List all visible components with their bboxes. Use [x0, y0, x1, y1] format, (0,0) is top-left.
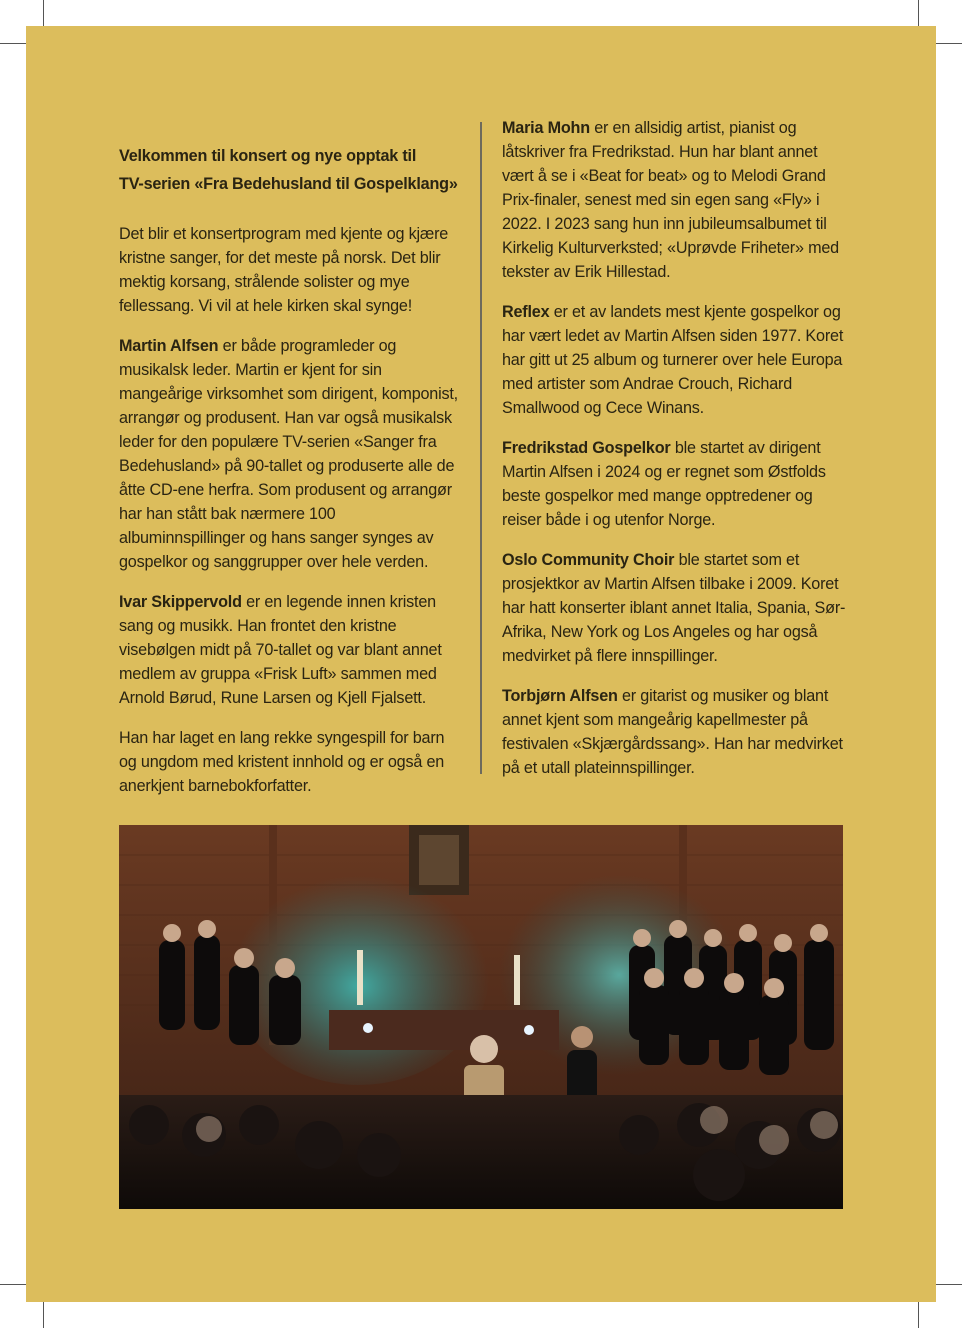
crop-mark: [918, 0, 919, 26]
bio-ivar-skippervold: [119, 590, 464, 710]
left-column: [119, 142, 464, 814]
paragraph-text: er gitarist og musiker og blant annet kjent som mangeårig kapellmester på festivalen «Skjærgårdssang». Han har medvirket på et utall plateinnspillinger.: [502, 687, 843, 777]
paragraph-name: Fredrikstad Gospelkor: [502, 439, 671, 457]
crop-mark: [0, 1284, 26, 1285]
crop-mark: [43, 1302, 44, 1328]
paragraph-name: Reflex: [502, 303, 550, 321]
program-page: [26, 26, 936, 1302]
bio-ivar-skippervold-cont: [119, 726, 464, 798]
crop-mark: [43, 0, 44, 26]
paragraph-text: er et av landets mest kjente gospelkor og har vært ledet av Martin Alfsen siden 1977. Koret har gitt ut 25 album og turnerer over hele Europa med artister som Andrae Crouch, Richard Smallwood og Cece Winans.: [502, 303, 844, 417]
paragraph-text: er en allsidig artist, pianist og låtskriver fra Fredrikstad. Hun har blant annet vært å se i «Beat for beat» og to Melodi Grand Prix-finaler, senest med sin egen sang «Fly» i 2022. I 2023 sang hun inn jubileumsalbumet til Kirkelig Kulturverksted; «Uprøvde Friheter» med tekster av Erik Hillestad.: [502, 119, 839, 281]
paragraph-text: ble startet som et prosjektkor av Martin Alfsen tilbake i 2009. Koret har hatt konserter iblant annet Italia, Spania, Sør-Afrika, New York og Los Angeles og har også medvirket på flere innspillinger.: [502, 551, 846, 665]
paragraph-text: er både programleder og musikalsk leder. Martin er kjent for sin mangeårige virksomhet som dirigent, komponist, arrangør og produsent. Han var også musikalsk leder for den populære TV-serien «Sanger fra Bedehusland» på 90-tallet og produserte alle de åtte CD-ene herfra. Som produsent og arrangør har han stått bak nærmere 100 albuminnspillinger og hans sanger synges av gospelkor og sanggrupper over hele verden.: [119, 337, 458, 571]
heading-line-1: Velkommen til konsert og nye opptak til: [119, 147, 417, 165]
paragraph-name: Maria Mohn: [502, 119, 590, 137]
bio-oslo-community-choir: [502, 548, 847, 668]
bio-maria-mohn: [502, 116, 847, 284]
paragraph-name: Torbjørn Alfsen: [502, 687, 618, 705]
right-column: [502, 116, 847, 796]
paragraph-text: Det blir et konsertprogram med kjente og kjære kristne sanger, for det meste på norsk. Det blir mektig korsang, strålende solister og mye fellessang. Vi vil at hele kirken skal synge!: [119, 225, 449, 315]
column-divider: [480, 122, 482, 774]
paragraph-name: Ivar Skippervold: [119, 593, 242, 611]
crop-mark: [0, 43, 26, 44]
paragraph-text: ble startet av dirigent Martin Alfsen i 2024 og er regnet som Østfolds beste gospelkor med mange opptredener og reiser både i og utenfor Norge.: [502, 439, 826, 529]
bio-reflex: [502, 300, 847, 420]
bio-fredrikstad-gospelkor: [502, 436, 847, 532]
paragraph-name: Martin Alfsen: [119, 337, 219, 355]
crop-mark: [936, 1284, 962, 1285]
concert-photo: [119, 825, 843, 1209]
intro-paragraph: [119, 222, 464, 318]
heading-line-2: TV-serien «Fra Bedehusland til Gospelklang»: [119, 175, 458, 193]
crop-mark: [936, 43, 962, 44]
paragraph-name: Oslo Community Choir: [502, 551, 675, 569]
concert-photo-illustration: [119, 825, 843, 1209]
bio-torbjorn-alfsen: [502, 684, 847, 780]
crop-mark: [918, 1302, 919, 1328]
paragraph-text: Han har laget en lang rekke syngespill for barn og ungdom med kristent innhold og er også en anerkjent barnebokforfatter.: [119, 729, 445, 795]
bio-martin-alfsen: [119, 334, 464, 574]
page-heading: [119, 142, 464, 198]
paragraph-text: er en legende innen kristen sang og musikk. Han frontet den kristne visebølgen midt på 70-tallet og var blant annet medlem av gruppa «Frisk Luft» sammen med Arnold Børud, Rune Larsen og Kjell Fjalsett.: [119, 593, 442, 707]
